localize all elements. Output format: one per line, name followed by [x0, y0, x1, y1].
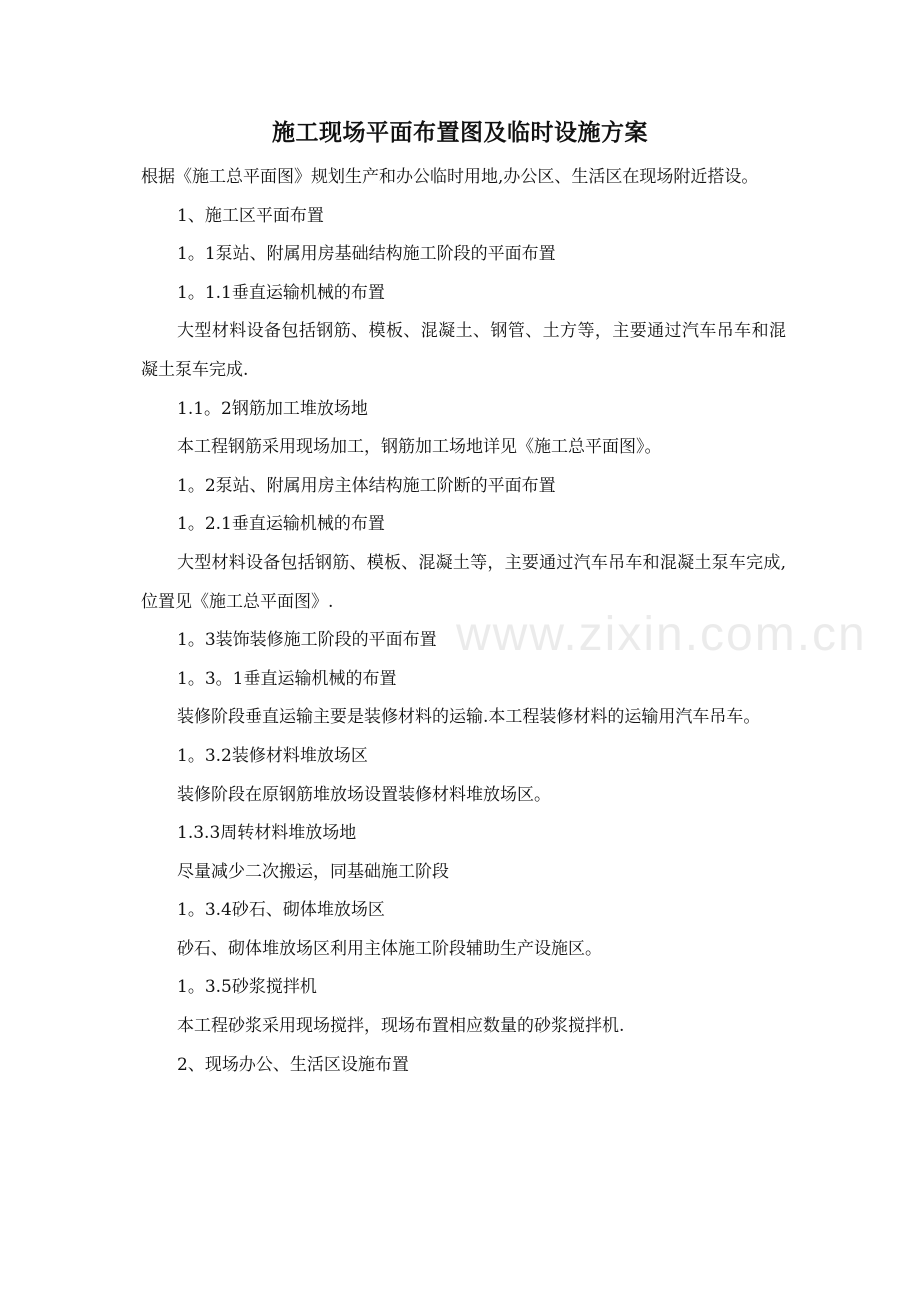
document-title: 施工现场平面布置图及临时设施方案 [272, 119, 648, 146]
paragraph: 尽量减少二次搬运，同基础施工阶段 [177, 861, 449, 882]
watermark: www.zixin.com.cn [456, 608, 867, 661]
subsection-heading: 1。3装饰装修施工阶段的平面布置 [177, 630, 437, 651]
subsection-heading: 1。3.4砂石、砌体堆放场区 [177, 900, 385, 921]
subsection-heading: 1。3.5砂浆搅拌机 [177, 977, 317, 998]
section-heading: 2、现场办公、生活区设施布置 [177, 1054, 409, 1075]
paragraph: 本工程钢筋采用现场加工，钢筋加工场地详见《施工总平面图》。 [177, 437, 662, 458]
paragraph: 装修阶段垂直运输主要是装修材料的运输.本工程装修材料的运输用汽车吊车。 [177, 707, 761, 728]
paragraph: 大型材料设备包括钢筋、模板、混凝土、钢管、土方等，主要通过汽车吊车和混凝土泵车完成. [141, 321, 786, 380]
paragraph: 本工程砂浆采用现场搅拌，现场布置相应数量的砂浆搅拌机. [177, 1016, 625, 1037]
paragraph: 装修阶段在原钢筋堆放场设置装修材料堆放场区。 [177, 784, 551, 805]
document-body [141, 158, 786, 1084]
subsection-heading: 1。2泵站、附属用房主体结构施工阶断的平面布置 [177, 475, 556, 496]
paragraph-intro: 根据《施工总平面图》规划生产和办公临时用地,办公区、生活区在现场附近搭设。 [141, 167, 759, 187]
subsection-heading: 1。3。1垂直运输机械的布置 [177, 668, 397, 689]
subsection-heading: 1.1。2钢筋加工堆放场地 [177, 398, 368, 419]
paragraph: 砂石、砌体堆放场区利用主体施工阶段辅助生产设施区。 [177, 938, 602, 959]
paragraph: 大型材料设备包括钢筋、模板、混凝土等，主要通过汽车吊车和混凝土泵车完成,位置见《施工总平面图》. [141, 552, 786, 612]
subsection-heading: 1。1泵站、附属用房基础结构施工阶段的平面布置 [177, 244, 556, 265]
subsection-heading: 1。3.2装修材料堆放场区 [177, 745, 368, 766]
subsection-heading: 1.3.3周转材料堆放场地 [177, 823, 357, 844]
subsection-heading: 1。1.1垂直运输机械的布置 [177, 282, 385, 303]
subsection-heading: 1。2.1垂直运输机械的布置 [177, 514, 385, 535]
section-heading: 1、施工区平面布置 [177, 205, 324, 226]
